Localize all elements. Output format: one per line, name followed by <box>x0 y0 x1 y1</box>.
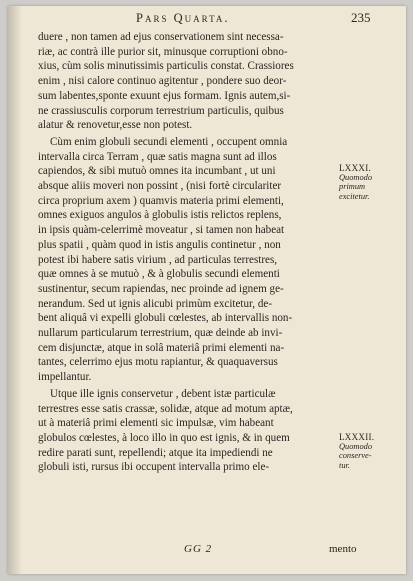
text-line: intervalla circa Terram , quæ satis magna sunt ad illos <box>38 150 277 163</box>
page-number: 235 <box>351 10 371 25</box>
text-line: duere , non tamen ad ejus conservationem sint necessa- <box>38 31 284 43</box>
margin-note-82 <box>339 433 401 470</box>
margin-note-81 <box>339 164 401 201</box>
text-line: ut à materiâ primi elementi sic impulsæ, vim habeant <box>38 417 274 430</box>
text-line: nerandum. Sed ut ignis alicubi primùm excitetur, de- <box>38 297 273 310</box>
text-line: bent aliquâ vi expelli globuli cœlestes, ab intervallis non- <box>38 312 293 325</box>
margin-note-line: primum <box>339 182 366 192</box>
paragraph-3 <box>38 387 333 475</box>
margin-note-line: tur. <box>339 460 350 470</box>
body-text <box>38 28 333 475</box>
text-line: xius, cùm solis minutissimis particulis constat. Crassiores <box>38 60 294 73</box>
text-line: quæ omnes à se mutuò , & à globulis secundi elementi <box>38 268 280 281</box>
text-line: sustinentur, secum rapiendas, nec proinde ad ignem ge- <box>38 282 284 295</box>
text-line: plus spatii , quàm quod in istis angulis continetur , non <box>38 238 281 251</box>
text-line: terrestres esse satis crassæ, solidæ, atque ad motum aptæ, <box>38 402 293 415</box>
text-line: ne crassiusculis corporum terrestrium particulis, quibus <box>38 104 284 117</box>
text-line: globuli isti, rursus ibi occupent intervalla primo ele- <box>38 461 270 474</box>
text-line: globulos cœlestes, à loco illo in quo est ignis, & in quem <box>38 431 290 444</box>
margin-note-line: Quomodo <box>339 442 373 452</box>
text-line: circa proprium axem ) quamvis materia primi elementi, <box>38 194 284 207</box>
text-line: cem disjunctæ, atque in solâ materiâ primi elementi na- <box>38 341 285 354</box>
text-line: sum labentes,sponte exuunt ejus formam. Ignis autem,si- <box>38 89 291 102</box>
catchword: mento <box>329 543 357 555</box>
margin-note-line: excitetur. <box>339 191 370 201</box>
page-gutter-shadow <box>8 6 22 574</box>
text-line: impellantur. <box>38 371 92 384</box>
text-line: redire parati sunt, repellendi; atque ita impediendi ne <box>38 446 273 459</box>
text-line: capiendos, & sibi mutuò omnes ita incumbant , ut uni <box>38 165 276 178</box>
signature-mark: GG 2 <box>184 543 213 555</box>
text-line: enim , nisi calore continuo agitentur , pondere suo deor- <box>38 75 287 88</box>
text-line: in ipsis quàm-celerrimè moveatur , si tamen non habeat <box>38 224 285 237</box>
text-line: Utque ille ignis conservetur , debent istæ particulæ <box>50 387 276 400</box>
text-line: absque aliis moveri non possint , (nisi fortè circulariter <box>38 180 282 193</box>
text-line: potest ibi habere satis virium , ad particulas terrestres, <box>38 253 278 266</box>
text-line: tantes, celerrimo ejus motu rapiantur, & quaquaversus <box>38 356 278 369</box>
running-title: Pars Quarta. <box>136 11 230 25</box>
book-page <box>8 6 406 574</box>
margin-note-line: conserve- <box>339 451 372 461</box>
text-line: riæ, ac contrà ille purior sit, minusque corruptioni obno- <box>38 45 288 58</box>
text-line: alatur & renovetur,esse non potest. <box>38 119 193 132</box>
margin-note-number: LXXXI. <box>339 163 372 173</box>
text-line: omnes exiguos angulos à globulis istis relictos replens, <box>38 209 282 222</box>
margin-note-number: LXXXII. <box>339 432 375 442</box>
margin-note-line: Quomodo <box>339 173 373 183</box>
paragraph-2 <box>38 135 333 385</box>
text-line: nullarum particularum terrestrium, quæ deinde ab invi- <box>38 327 283 340</box>
text-line: Cùm enim globuli secundi elementi , occupent omnia <box>50 135 288 148</box>
paragraph-1 <box>38 30 333 133</box>
